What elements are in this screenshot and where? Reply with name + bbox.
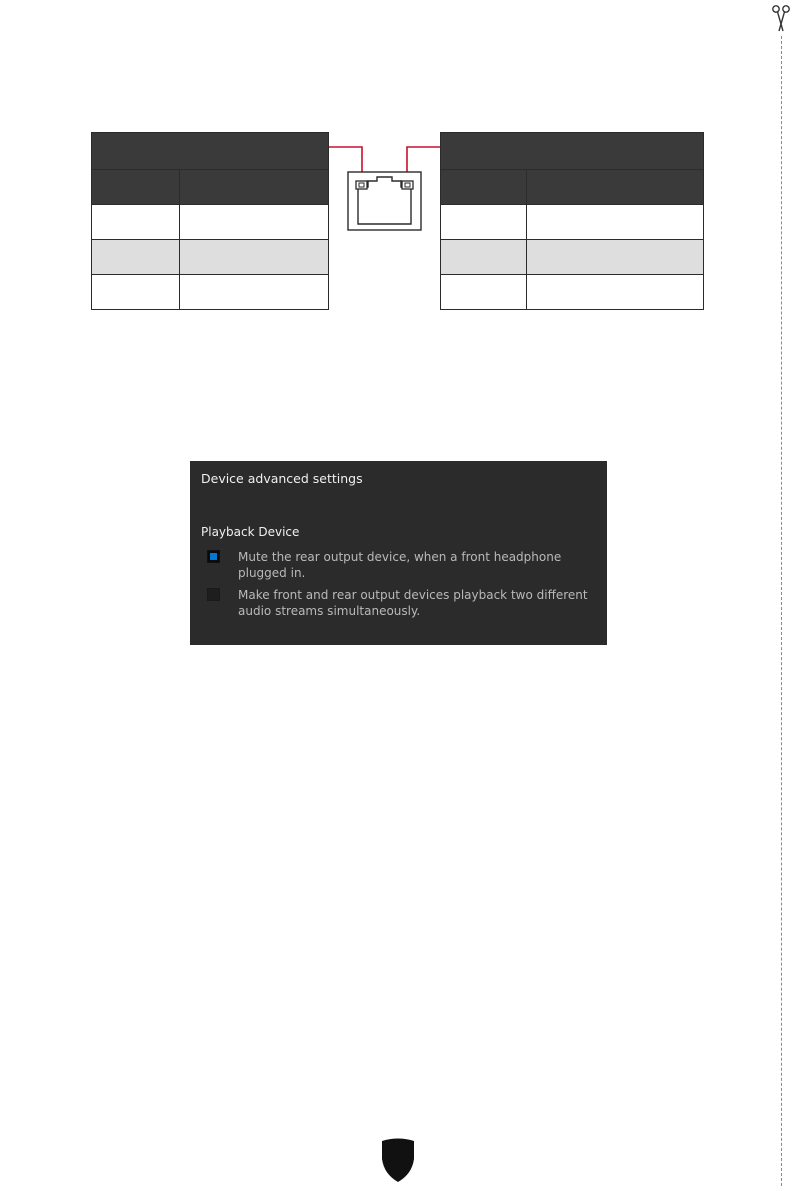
lan-led-table-left	[91, 132, 329, 310]
table-cell	[527, 205, 704, 240]
table-cell	[180, 240, 329, 275]
device-advanced-settings-panel	[190, 461, 607, 645]
table-cell	[92, 240, 180, 275]
table-header	[180, 170, 329, 205]
table-title	[441, 133, 704, 170]
table-cell	[441, 240, 527, 275]
mute-rear-checkbox[interactable]	[207, 550, 220, 563]
table-cell	[527, 275, 704, 310]
table-cell	[180, 275, 329, 310]
table-cell	[92, 205, 180, 240]
table-cell	[441, 275, 527, 310]
section-heading: Playback Device	[201, 525, 300, 539]
lan-led-table-right	[440, 132, 704, 310]
table-header	[527, 170, 704, 205]
table-cell	[92, 275, 180, 310]
table-title	[92, 133, 329, 170]
panel-title: Device advanced settings	[201, 471, 363, 486]
table-cell	[527, 240, 704, 275]
table-header	[92, 170, 180, 205]
shield-logo-icon	[380, 1137, 416, 1183]
table-cell	[180, 205, 329, 240]
rj45-port-icon	[329, 143, 440, 233]
two-streams-checkbox[interactable]	[207, 588, 220, 601]
cut-line	[781, 36, 782, 1186]
table-header	[441, 170, 527, 205]
table-cell	[441, 205, 527, 240]
checkbox-label: Make front and rear output devices playback two different audio streams simultaneously.	[238, 588, 588, 618]
checkbox-label: Mute the rear output device, when a front headphone plugged in.	[238, 550, 562, 580]
scissors-icon	[772, 4, 790, 32]
